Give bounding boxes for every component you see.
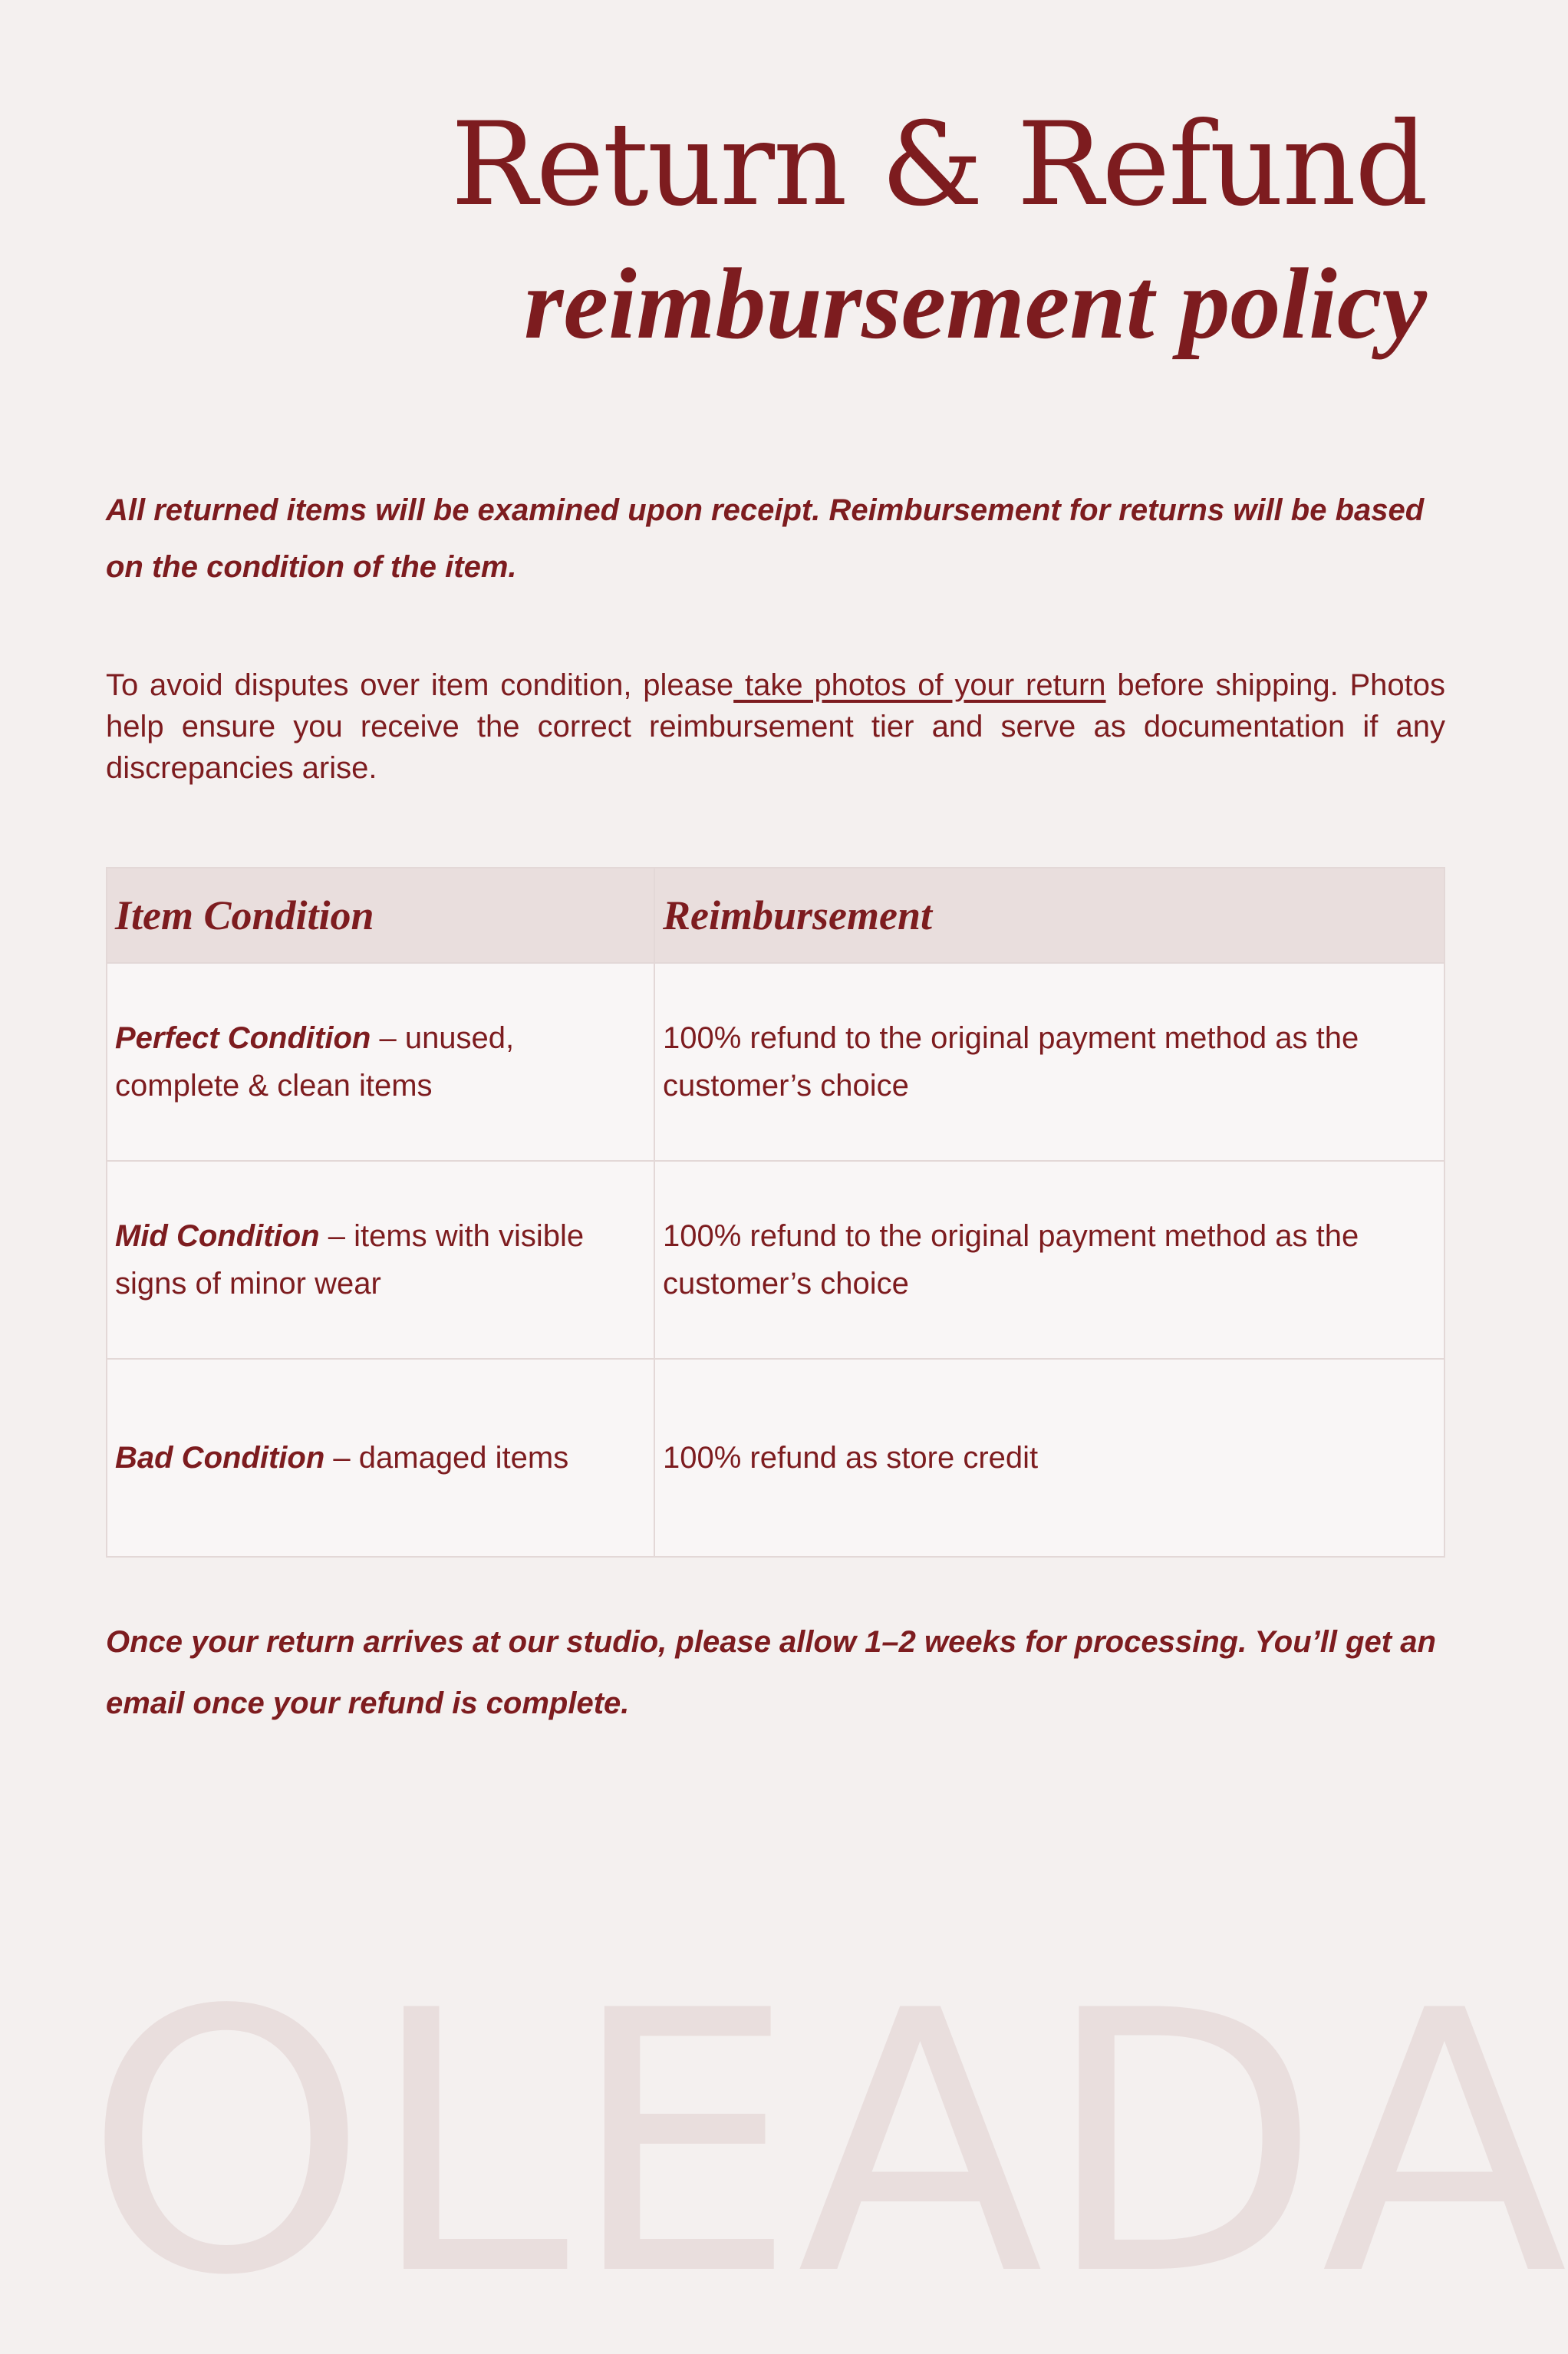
brand-letter: E [568,1934,797,2354]
brand-letter: O [84,1934,368,2354]
reimbursement-cell: 100% refund to the original payment method as the customer’s choice [654,963,1444,1161]
table-row [107,963,1444,1161]
condition-desc: – unused, complete & clean items [115,1021,515,1103]
photo-note-paragraph [106,664,1445,789]
intro-paragraph: All returned items will be examined upon receipt. Reimbursement for returns will be based on the condition of the item. [106,493,1425,584]
reimbursement-cell: 100% refund as store credit [654,1359,1444,1557]
photo-note-before: To avoid disputes over item condition, please [106,668,734,702]
condition-desc: – items with visible signs of minor wear [115,1219,585,1301]
brand-letter: D [1043,1934,1322,2354]
page-subtitle: reimbursement policy [524,247,1427,360]
brand-letter: L [367,1934,569,2354]
condition-cell [107,963,654,1161]
table-row [107,1359,1444,1557]
condition-name: Bad Condition [115,1441,325,1475]
header-item-condition: Item Condition [107,868,654,963]
condition-cell [107,1359,654,1557]
closing-paragraph: Once your return arrives at our studio, please allow 1–2 weeks for processing. You’ll get an email once your refund is complete. [106,1625,1436,1720]
reimbursement-cell: 100% refund to the original payment method as the customer’s choice [654,1161,1444,1359]
brand-letter: A [1321,1934,1568,2354]
page-title: Return & Refund [450,98,1427,232]
brand-watermark-logo [84,1934,1568,2354]
condition-name: Mid Condition [115,1219,320,1253]
condition-desc: – damaged items [324,1441,569,1475]
table-row [107,1161,1444,1359]
table-header-row [107,868,1444,963]
brand-letter: A [796,1934,1044,2354]
condition-name: Perfect Condition [115,1021,371,1055]
reimbursement-table [106,867,1445,1558]
header-reimbursement: Reimbursement [654,868,1444,963]
photo-note-after: before shipping. Photos help ensure you receive the correct reimbursement tier and serve as documentation if any discrepancies arise. [106,668,1446,785]
condition-cell [107,1161,654,1359]
photo-note-link: take photos of your return [733,668,1106,702]
title-block [450,98,1427,360]
